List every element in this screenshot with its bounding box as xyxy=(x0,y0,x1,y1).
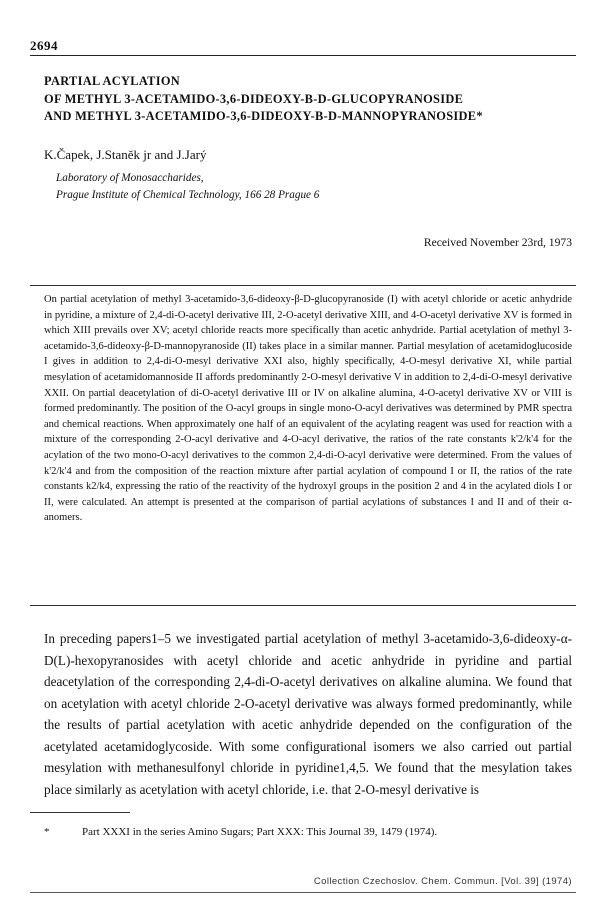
authors: K.Čapek, J.Staněk jr and J.Jarý xyxy=(44,147,207,162)
footer-rule xyxy=(30,892,576,893)
header-rule xyxy=(30,55,576,56)
footnote-mark: * xyxy=(44,826,50,838)
journal-citation: Collection Czechoslov. Chem. Commun. [Vol. 39] (1974) xyxy=(313,876,572,887)
title-line: PARTIAL ACYLATION xyxy=(44,74,181,88)
affiliation xyxy=(56,170,319,204)
affiliation-line: Laboratory of Monosaccharides, xyxy=(56,172,204,184)
page-number: 2694 xyxy=(30,38,58,53)
title-line: AND METHYL 3-ACETAMIDO-3,6-DIDEOXY-Β-D-MANNOPYRANOSIDE* xyxy=(44,109,483,123)
footnote xyxy=(44,826,572,838)
footnote-rule xyxy=(30,812,130,813)
body-paragraph: In preceding papers1–5 we investigated partial acetylation of methyl 3-acetamido-3,6-dideoxy-α-D(L)-hexopyranosides with acetyl chloride and acetic anhydride in pyridine and partial deacetylation of the corresponding 2,4-di-O-acetyl derivatives on alkaline alumina. We found that on acetylation with acetyl chloride 2-O-acetyl derivative was always formed predominantly, while the results of partial acetylation with acetic anhydride depended on the configuration of the acetylated acetamidoglycoside. With some configurational isomers we also carried out partial mesylation with methanesulfonyl chloride in pyridine1,4,5. We found that the mesylation takes place similarly as acetylation with acetyl chloride, i.e. that 2-O-mesyl derivative is xyxy=(44,631,572,797)
affiliation-line: Prague Institute of Chemical Technology, 166 28 Prague 6 xyxy=(56,189,320,201)
abstract: On partial acetylation of methyl 3-acetamido-3,6-dideoxy-β-D-glucopyranoside (I) with acetyl chloride or acetic anhydride in pyridine, a mixture of 2,4-di-O-acetyl derivative III, 2-O-acetyl derivative XIII, and 4-O-acetyl derivative XV is formed in which XIII prevails over XV; acetyl chloride reacts more specifically than acetic anhydride. Partial acetylation of methyl 3-acetamido-3,6-dideoxy-β-D-mannopyranoside (II) takes place in a similar manner. Partial mesylation of acetamidoglucoside I gives in addition to 2,4-di-O-mesyl derivative XXI also, highly specifically, 4-O-mesyl derivative XI, while partial mesylation of acetamidomannoside II affords predominantly 2-O-mesyl derivative V in addition to 2,4-di-O-mesyl derivative XXII. On partial deacetylation of di-O-acetyl derivative III or IV on alkaline alumina, 4-O-acetyl derivative XV or VIII is formed predominantly. The position of the O-acyl groups in single mono-O-acyl derivatives was determined by PMR spectra and chemical reactions. When approximately one half of an equivalent of the acylating reagent was used for reaction with a mixture of the corresponding 2-O-acyl derivative and 4-O-acyl derivative, the ratios of the rate constants k'2/k'4 for the acylation of the two mono-O-acyl derivatives to the common 2,4-di-O-acyl derivative were determined. From the values of k'2/k'4 and from the composition of the reaction mixture after partial acylation of compound I or II, the ratios of the rate constants k2/k4, expressing the ratio of the reactivity of the hydroxyl groups in the position 2 and 4 in the acylated diols I or II, were calculated. An attempt is presented at the comparison of partial acylations of substances I and II and of their α-anomers. xyxy=(44,294,572,524)
abstract-rule-top xyxy=(30,285,576,286)
title-line: OF METHYL 3-ACETAMIDO-3,6-DIDEOXY-Β-D-GLUCOPYRANOSIDE xyxy=(44,91,464,106)
received-date: Received November 23rd, 1973 xyxy=(423,236,572,249)
article-title xyxy=(44,73,584,126)
abstract-rule-bottom xyxy=(30,605,576,606)
footnote-text: Part XXXI in the series Amino Sugars; Part XXX: This Journal 39, 1479 (1974). xyxy=(82,826,438,838)
